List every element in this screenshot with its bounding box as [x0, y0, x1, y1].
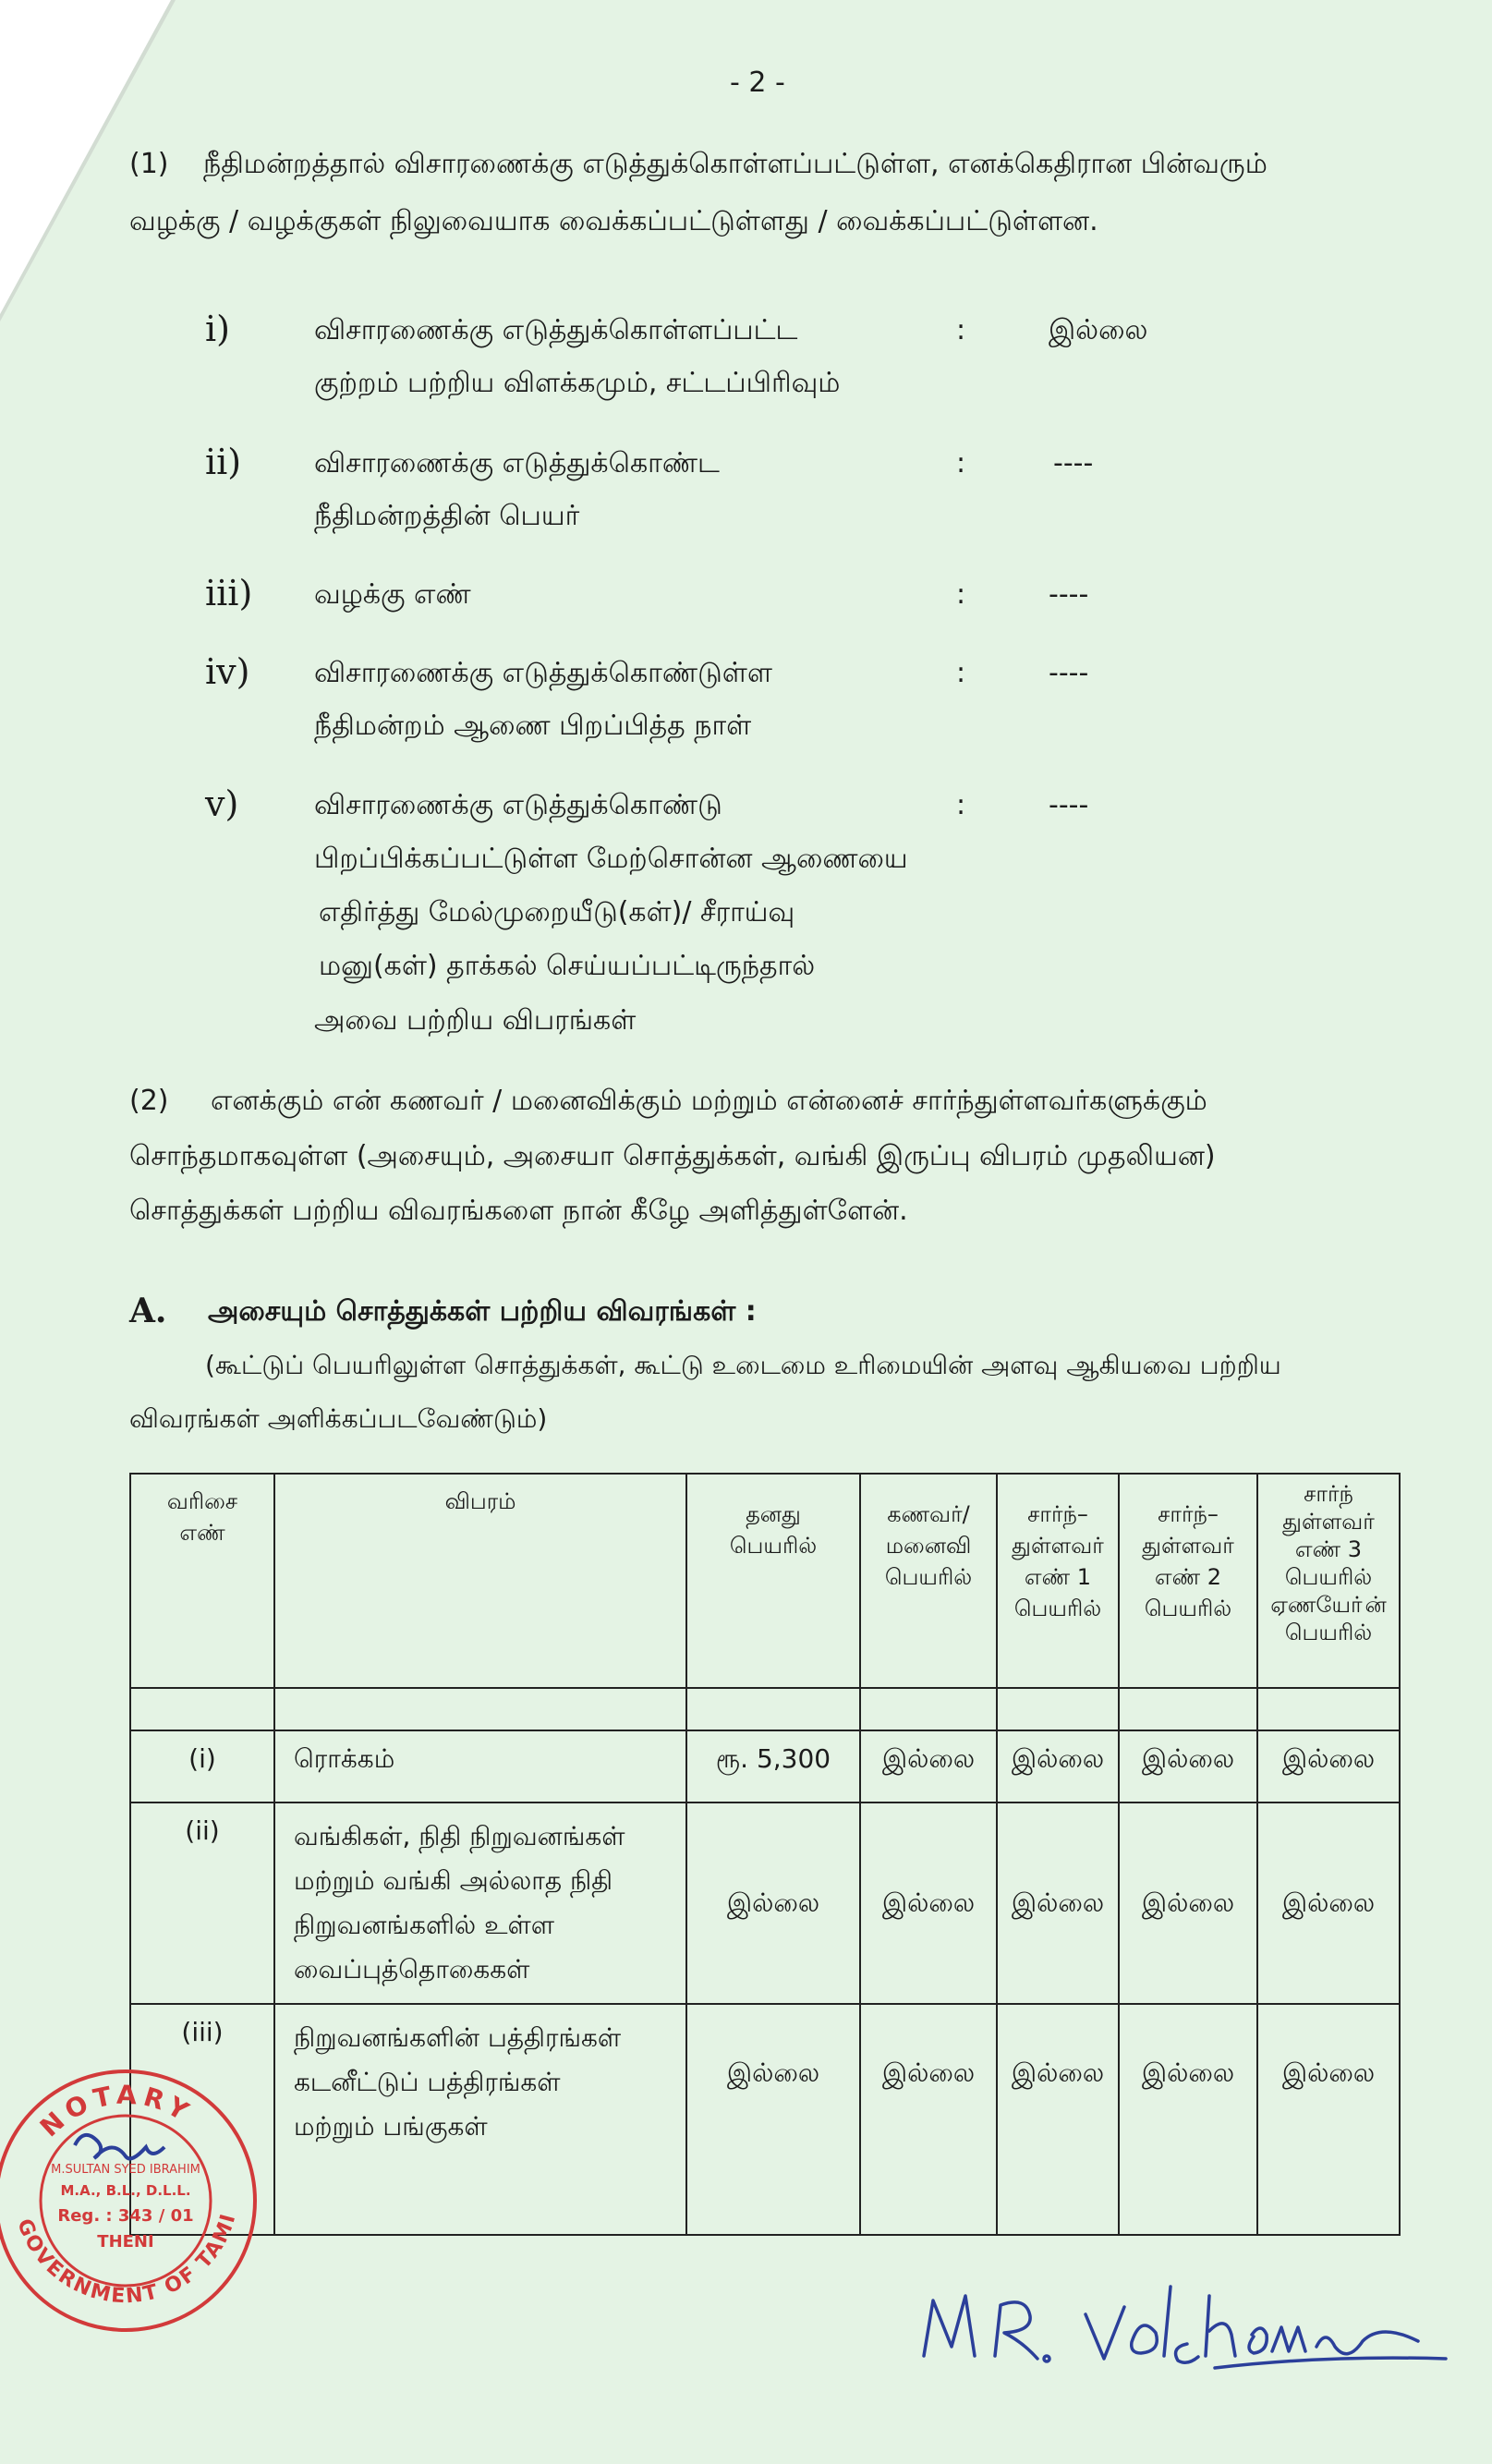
- item-value: ----: [1049, 657, 1089, 689]
- item-colon: :: [956, 314, 966, 346]
- row-serial: (i): [130, 1730, 274, 1802]
- item-numeral: i): [205, 309, 230, 349]
- item-text-line: நீதிமன்றத்தின் பெயர்: [314, 500, 580, 532]
- row-dependent-2-value: இல்லை: [1119, 2004, 1257, 2235]
- section-a-note-line-1: (கூட்டுப் பெயரிலுள்ள சொத்துக்கள், கூட்டு உடைமை உரிமையின் அளவு ஆகியவை பற்றிய: [205, 1350, 1281, 1380]
- row-dependent-1-value: இல்லை: [997, 2004, 1119, 2235]
- item-text-line: விசாரணைக்கு எடுத்துக்கொண்ட: [314, 447, 720, 479]
- item-text-line: குற்றம் பற்றிய விளக்கமும், சட்டப்பிரிவும்: [314, 367, 841, 399]
- table-row: [130, 1802, 1400, 2004]
- item-text-line: விசாரணைக்கு எடுத்துக்கொள்ளப்பட்ட: [314, 314, 798, 346]
- notary-seal-stamp: [0, 2062, 264, 2339]
- seal-top-text: NOTARY: [33, 2079, 199, 2143]
- table-header-row: [130, 1474, 1400, 1688]
- movable-assets-table: [129, 1473, 1401, 2236]
- item-value: ----: [1049, 789, 1089, 821]
- row-self-value: இல்லை: [686, 1802, 860, 2004]
- item-value: இல்லை: [1049, 314, 1148, 346]
- item-value: ----: [1049, 578, 1089, 611]
- seal-place: THENI: [97, 2232, 154, 2252]
- row-dependent-2-value: இல்லை: [1119, 1802, 1257, 2004]
- row-serial: (iii): [130, 2004, 274, 2235]
- section-2-line-1: எனக்கும் என் கணவர் / மனைவிக்கும் மற்றும் என்னைச் சார்ந்துள்ளவர்களுக்கும்: [211, 1085, 1207, 1117]
- row-dependent-2-value: இல்லை: [1119, 1730, 1257, 1802]
- item-colon: :: [956, 789, 966, 821]
- row-spouse-value: இல்லை: [860, 2004, 997, 2235]
- item-text-line: வழக்கு எண்: [314, 578, 471, 611]
- row-dependent-3-value: இல்லை: [1257, 1802, 1400, 2004]
- header-spouse: கணவர்/ மனைவி பெயரில்: [860, 1474, 997, 1688]
- row-spouse-value: இல்லை: [860, 1802, 997, 2004]
- page-number: - 2 -: [730, 67, 785, 99]
- section-2-line-3: சொத்துக்கள் பற்றிய விவரங்களை நான் கீழே அளித்துள்ளேன்.: [129, 1195, 908, 1227]
- seal-reg: Reg. : 343 / 01: [57, 2206, 194, 2226]
- row-description: வங்கிகள், நிதி நிறுவனங்கள் மற்றும் வங்கி அல்லாத நிதி நிறுவனங்களில் உள்ள வைப்புத்தொகைகள்: [274, 1802, 686, 2004]
- item-numeral: v): [205, 783, 239, 824]
- row-spouse-value: இல்லை: [860, 1730, 997, 1802]
- section-1-line-1: நீதிமன்றத்தால் விசாரணைக்கு எடுத்துக்கொள்ளப்பட்டுள்ள, எனக்கெதிரான பின்வரும்: [203, 148, 1268, 180]
- item-text-line: பிறப்பிக்கப்பட்டுள்ள மேற்சொன்ன ஆணையை: [314, 843, 908, 875]
- seal-initial-scribble: [75, 2135, 164, 2159]
- header-dependent-2: சார்ந்– துள்ளவர் எண் 2 பெயரில்: [1119, 1474, 1257, 1688]
- row-self-value: ரூ. 5,300: [686, 1730, 860, 1802]
- row-dependent-1-value: இல்லை: [997, 1730, 1119, 1802]
- item-colon: :: [956, 657, 966, 689]
- header-self: தனது பெயரில்: [686, 1474, 860, 1688]
- seal-name: M.SULTAN SYED IBRAHIM: [51, 2163, 200, 2177]
- row-serial: (ii): [130, 1802, 274, 2004]
- item-numeral: ii): [205, 442, 242, 482]
- section-2-number: (2): [129, 1085, 169, 1117]
- item-text-line: எதிர்த்து மேல்முறையீடு(கள்)/ சீராய்வு: [319, 896, 795, 929]
- table-row: [130, 2004, 1400, 2235]
- header-serial-number: வரிசை எண்: [130, 1474, 274, 1688]
- item-text-line: நீதிமன்றம் ஆணை பிறப்பித்த நாள்: [314, 710, 752, 742]
- item-text-line: அவை பற்றிய விபரங்கள்: [314, 1004, 637, 1037]
- row-self-value: இல்லை: [686, 2004, 860, 2235]
- section-1-line-2: வழக்கு / வழக்குகள் நிலுவையாக வைக்கப்பட்டுள்ளது / வைக்கப்பட்டுள்ளன.: [129, 205, 1098, 237]
- section-a-heading: அசையும் சொத்துக்கள் பற்றிய விவரங்கள் :: [208, 1295, 757, 1328]
- item-text-line: விசாரணைக்கு எடுத்துக்கொண்டுள்ள: [314, 657, 772, 689]
- item-text-line: மனு(கள்) தாக்கல் செய்யப்பட்டிருந்தால்: [319, 950, 816, 982]
- header-description: விபரம்: [274, 1474, 686, 1688]
- section-2-line-2: சொந்தமாகவுள்ள (அசையும், அசையா சொத்துக்கள், வங்கி இருப்பு விபரம் முதலியன): [129, 1140, 1216, 1172]
- section-1-number: (1): [129, 148, 169, 180]
- row-description: ரொக்கம்: [274, 1730, 686, 1802]
- item-colon: :: [956, 447, 966, 479]
- handwritten-signature: [910, 2259, 1455, 2388]
- header-dependent-3: சார்ந் துள்ளவர் எண் 3 பெயரில் ஏணயோ்ன் பெயரில்: [1257, 1474, 1400, 1688]
- item-numeral: iii): [205, 573, 253, 613]
- table-row: [130, 1730, 1400, 1802]
- row-dependent-1-value: இல்லை: [997, 1802, 1119, 2004]
- seal-degree: M.A., B.L., D.L.L.: [60, 2182, 191, 2199]
- table-blank-row: [130, 1688, 1400, 1730]
- section-a-note-line-2: விவரங்கள் அளிக்கப்படவேண்டும்): [129, 1403, 548, 1434]
- item-value: ----: [1053, 447, 1094, 479]
- item-text-line: விசாரணைக்கு எடுத்துக்கொண்டு: [314, 789, 722, 821]
- item-numeral: iv): [205, 651, 250, 692]
- header-dependent-1: சார்ந்– துள்ளவர் எண் 1 பெயரில்: [997, 1474, 1119, 1688]
- row-dependent-3-value: இல்லை: [1257, 2004, 1400, 2235]
- row-description: நிறுவனங்களின் பத்திரங்கள் கடனீட்டுப் பத்திரங்கள் மற்றும் பங்குகள்: [274, 2004, 686, 2235]
- row-dependent-3-value: இல்லை: [1257, 1730, 1400, 1802]
- section-a-letter: A.: [129, 1292, 167, 1330]
- seal-bottom-text: GOVERNMENT OF TAMI: [12, 2210, 241, 2309]
- item-colon: :: [956, 578, 966, 611]
